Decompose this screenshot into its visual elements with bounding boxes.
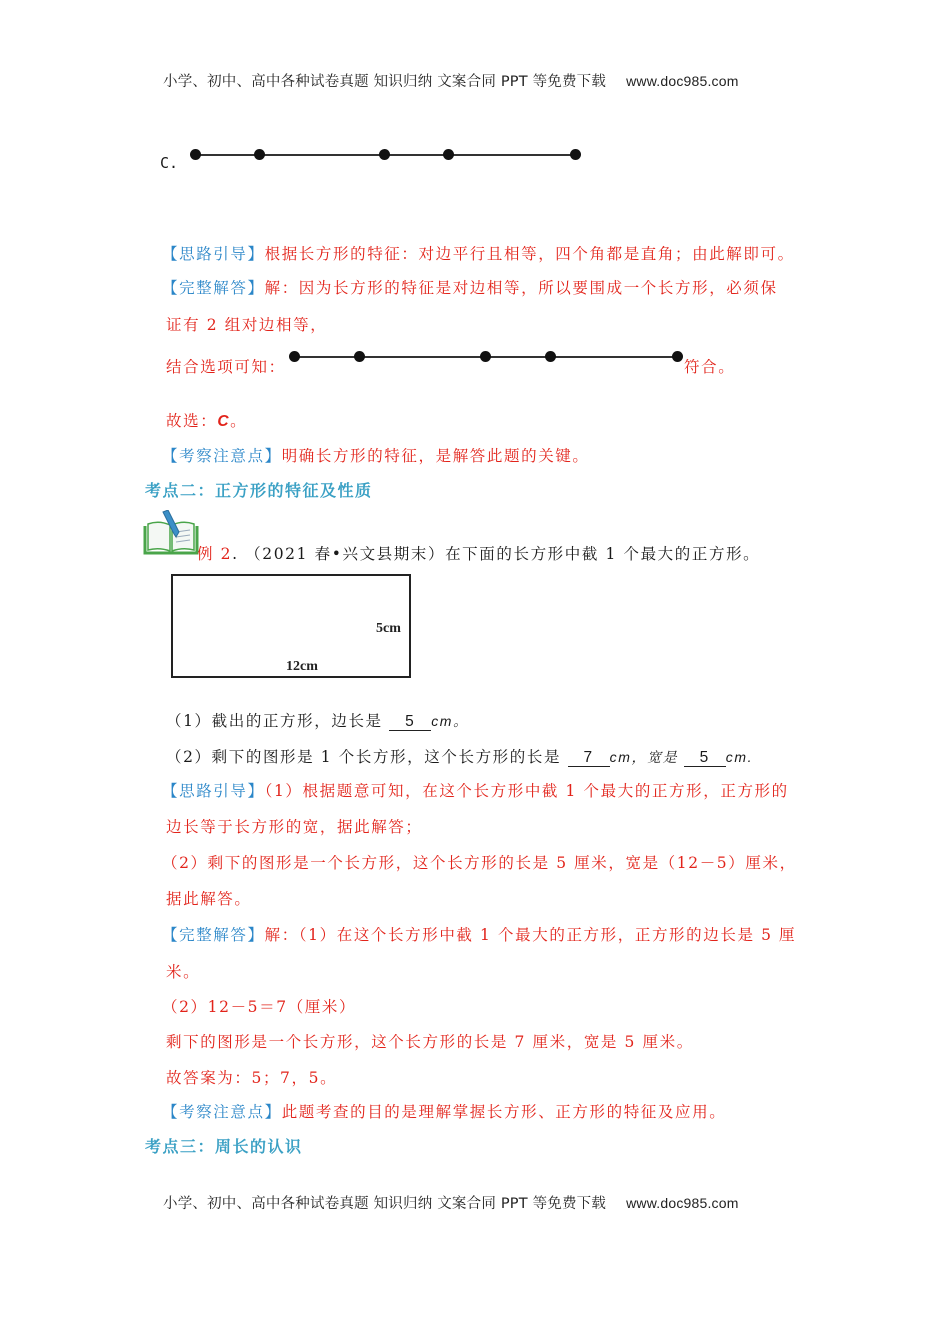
point [443, 149, 454, 160]
hint-text-3: （2）剩下的图形是一个长方形，这个长方形的长是 5 厘米，宽是（12－5）厘米， [162, 854, 797, 872]
answer-line-figure [289, 350, 684, 364]
hint-text-4: 据此解答。 [166, 890, 252, 908]
point [672, 351, 683, 362]
answer-paragraph [162, 276, 778, 298]
q2-mid: cm，宽是 [609, 749, 684, 765]
option-c-label: C. [160, 154, 179, 172]
answer-paragraph-2 [162, 923, 796, 945]
q1-answer: 5 [389, 714, 431, 731]
page-header [163, 70, 739, 91]
point [254, 149, 265, 160]
point [190, 149, 201, 160]
point [354, 351, 365, 362]
section-heading-3: 考点三：周长的认识 [145, 1137, 303, 1156]
choice-prefix: 故选： [166, 412, 218, 430]
note-label: 【考察注意点】 [162, 1103, 282, 1121]
hint-text-2: 边长等于长方形的宽，据此解答； [166, 818, 423, 836]
choice-suffix: 。 [230, 412, 248, 430]
answer-text-5: 故答案为：5；7，5。 [166, 1069, 338, 1087]
footer-text: 小学、初中、高中各种试卷真题 知识归纳 文案合同 PPT 等免费下载 [163, 1196, 607, 1212]
note-text: 明确长方形的特征，是解答此题的关键。 [281, 447, 590, 465]
q2-answer-width: 5 [684, 750, 726, 767]
hint-text: （1）根据题意可知，在这个长方形中截 1 个最大的正方形，正方形的 [264, 782, 789, 800]
height-label: 5cm [376, 621, 401, 636]
book-pencil-icon [143, 510, 199, 556]
note-label: 【考察注意点】 [162, 447, 282, 465]
choice-line [166, 409, 247, 431]
hint-text: 根据长方形的特征：对边平行且相等，四个角都是直角；由此解即可。 [264, 245, 795, 263]
question-text: . （2021 春•兴文县期末）在下面的长方形中截 1 个最大的正方形。 [232, 545, 761, 563]
point [570, 149, 581, 160]
point [545, 351, 556, 362]
answer-label: 【完整解答】 [162, 926, 265, 944]
answer-text: 解：（1）在这个长方形中截 1 个最大的正方形，正方形的边长是 5 厘 [264, 926, 797, 944]
width-label: 12cm [286, 659, 318, 674]
answer-label: 【完整解答】 [162, 279, 265, 297]
answer-text-3: （2）12－5＝7（厘米） [162, 998, 357, 1016]
header-text: 小学、初中、高中各种试卷真题 知识归纳 文案合同 PPT 等免费下载 [163, 74, 607, 90]
q2-unit: cm. [725, 749, 754, 765]
hint-paragraph [162, 242, 795, 264]
hint-paragraph-2 [162, 779, 789, 801]
example-2-question [197, 542, 760, 564]
example-number: 例 2 [197, 545, 233, 563]
combine-suffix: 符合。 [684, 358, 736, 376]
answer-text-2: 米。 [166, 963, 201, 981]
footer-url: www.doc985.com [626, 1195, 739, 1211]
answer-text-cont: 证有 2 组对边相等， [166, 316, 328, 334]
note-paragraph [162, 444, 590, 466]
question-2 [166, 745, 753, 767]
answer-text: 解：因为长方形的特征是对边相等，所以要围成一个长方形，必须保 [264, 279, 778, 297]
note-paragraph-2 [162, 1100, 726, 1122]
q1-unit: cm。 [431, 713, 469, 729]
hint-label: 【思路引导】 [162, 245, 265, 263]
question-1 [166, 709, 469, 731]
q2-answer-length: 7 [568, 750, 610, 767]
answer-text-4: 剩下的图形是一个长方形，这个长方形的长是 7 厘米，宽是 5 厘米。 [166, 1033, 694, 1051]
section-heading: 考点二：正方形的特征及性质 [145, 481, 373, 500]
header-url: www.doc985.com [626, 73, 739, 89]
q2-prefix: （2）剩下的图形是 1 个长方形，这个长方形的长是 [166, 748, 568, 766]
point [379, 149, 390, 160]
point [480, 351, 491, 362]
point [289, 351, 300, 362]
option-c-line-figure [190, 148, 585, 162]
note-text: 此题考查的目的是理解掌握长方形、正方形的特征及应用。 [281, 1103, 727, 1121]
hint-label: 【思路引导】 [162, 782, 265, 800]
q1-prefix: （1）截出的正方形，边长是 [166, 712, 390, 730]
page-footer [163, 1192, 739, 1213]
combine-prefix: 结合选项可知： [166, 358, 286, 376]
choice-value: C [217, 413, 231, 430]
